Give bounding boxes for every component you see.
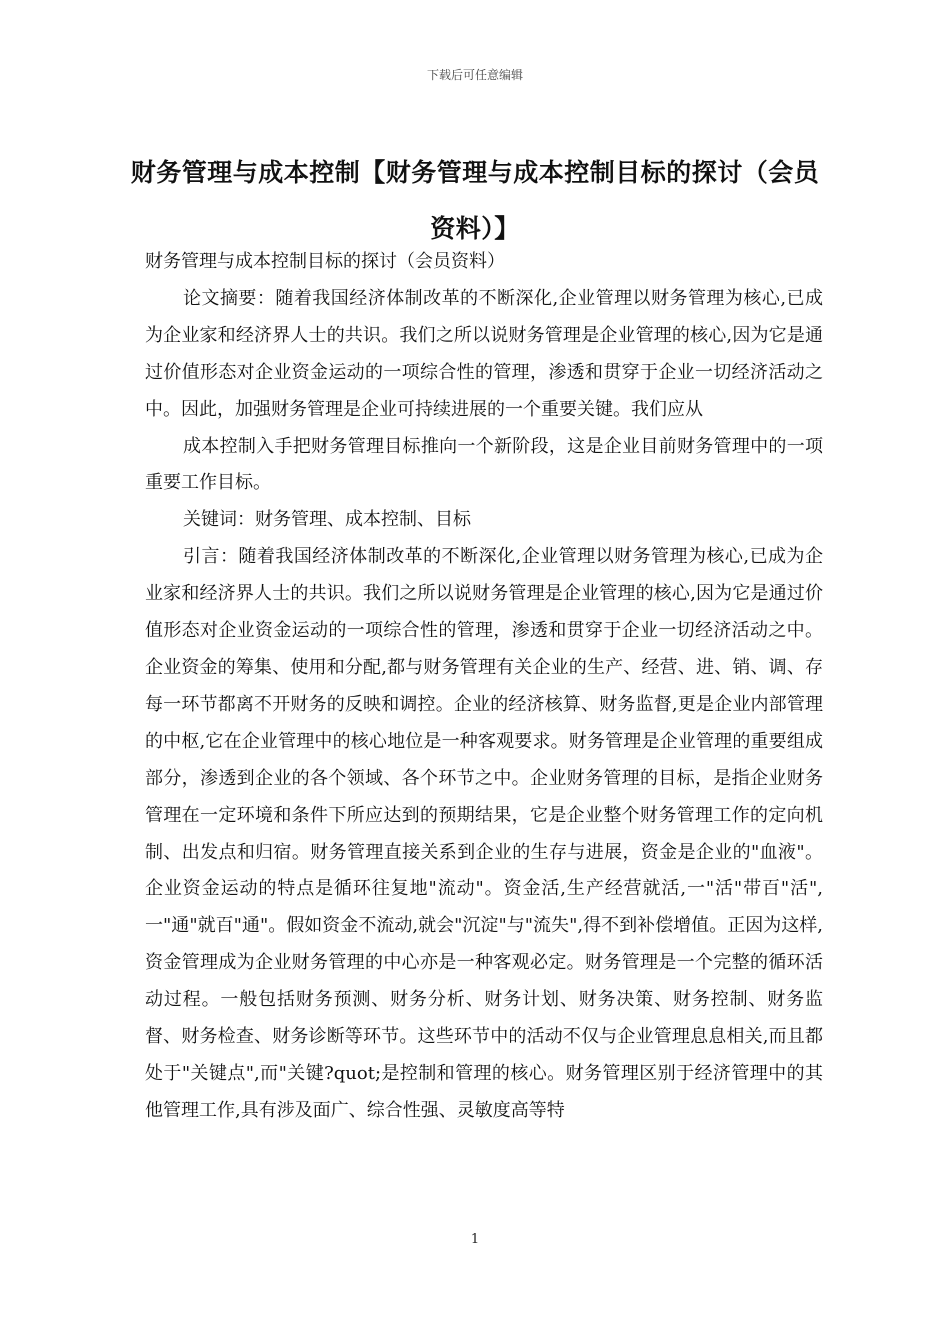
document-body: [145, 244, 823, 1130]
abstract-paragraph: 论文摘要：随着我国经济体制改革的不断深化,企业管理以财务管理为核心,已成为企业家和经济界人士的共识。我们之所以说财务管理是企业管理的核心,因为它是通过价值形态对企业资金运动的一项综合性的管理，渗透和贯穿于企业一切经济活动之中。因此，加强财务管理是企业可持续进展的一个重要关键。我们应从: [145, 287, 823, 420]
subtitle-line: 财务管理与成本控制目标的探讨（会员资料）: [145, 251, 505, 272]
document-title: 财务管理与成本控制【财务管理与成本控制目标的探讨（会员资料）】: [130, 158, 820, 243]
header-note: 下载后可任意编辑: [426, 68, 523, 82]
keywords-line: 关键词：财务管理、成本控制、目标: [183, 509, 471, 531]
continuation-paragraph: 成本控制入手把财务管理目标推向一个新阶段，这是企业目前财务管理中的一项重要工作目标。: [145, 435, 823, 494]
introduction-paragraph: 引言：随着我国经济体制改革的不断深化,企业管理以财务管理为核心,已成为企业家和经济界人士的共识。我们之所以说财务管理是企业管理的核心,因为它是通过价值形态对企业资金运动的一项综合性的管理，渗透和贯穿于企业一切经济活动之中。企业资金的筹集、使用和分配,都与财务管理有关企业的生产、经营、进、销、调、存每一环节都离不开财务的反映和调控。企业的经济核算、财务监督,更是企业内部管理的中枢,它在企业管理中的核心地位是一种客观要求。财务管理是企业管理的重要组成部分，渗透到企业的各个领域、各个环节之中。企业财务管理的目标，是指企业财务管理在一定环境和条件下所应达到的预期结果，它是企业整个财务管理工作的定向机制、出发点和归宿。财务管理直接关系到企业的生存与进展，资金是企业的"血液"。企业资金运动的特点是循环往复地"流动"。资金活,生产经营就活,一"活"带百"活",一"通"就百"通"。假如资金不流动,就会"沉淀"与"流失",得不到补偿增值。正因为这样,资金管理成为企业财务管理的中心亦是一种客观必定。财务管理是一个完整的循环活动过程。一般包括财务预测、财务分析、财务计划、财务决策、财务控制、财务监督、财务检查、财务诊断等环节。这些环节中的活动不仅与企业管理息息相关,而且都处于"关键点",而"关键?quot;是控制和管理的核心。财务管理区别于经济管理中的其他管理工作,具有涉及面广、综合性强、灵敏度高等特: [145, 546, 823, 1121]
page-number: 1: [470, 1232, 480, 1247]
